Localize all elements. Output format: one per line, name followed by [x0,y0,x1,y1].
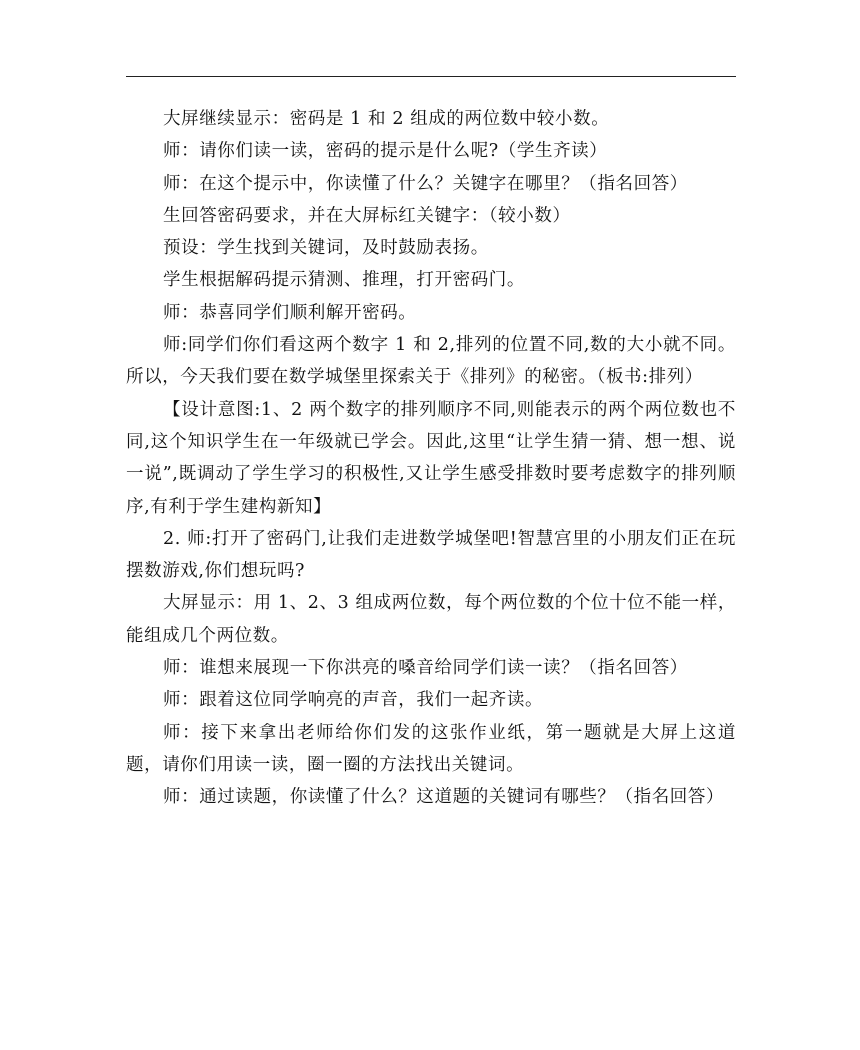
paragraph: 师:同学们你们看这两个数字 1 和 2,排列的位置不同,数的大小就不同。所以，今天我们要在数学城堡里探索关于《排列》的秘密。（板书:排列） [126,335,736,388]
header-rule [126,76,736,77]
document-body [126,103,736,814]
paragraph: 学生根据解码提示猜测、推理，打开密码门。 [163,270,525,291]
paragraph: 预设：学生找到关键词，及时鼓励表扬。 [163,238,489,259]
paragraph: 师：谁想来展现一下你洪亮的嗓音给同学们读一读？（指名回答） [163,658,688,679]
paragraph: 大屏继续显示：密码是 1 和 2 组成的两位数中较小数。 [163,109,610,129]
paragraph: 师：恭喜同学们顺利解开密码。 [163,302,417,323]
paragraph: 生回答密码要求，并在大屏标红关键字：（较小数） [163,205,571,226]
paragraph: 师：通过读题，你读懂了什么？这道题的关键词有哪些？（指名回答） [163,787,725,808]
design-intent-paragraph: 【设计意图:1、2 两个数字的排列顺序不同,则能表示的两个两位数也不同,这个知识学生在一年级就已学会。因此,这里“让学生猜一猜、想一想、说一说”,既调动了学生学习的积极性,又让学生感受排数时要考虑数字的排列顺序,有利于学生建构新知】 [126,399,736,517]
paragraph: 大屏显示：用 1、2、3 组成两位数，每个两位数的个位十位不能一样，能组成几个两位数。 [126,593,736,646]
paragraph: 师：接下来拿出老师给你们发的这张作业纸，第一题就是大屏上这道题，请你们用读一读，圈一圈的方法找出关键词。 [126,722,736,775]
paragraph: 师：在这个提示中，你读懂了什么？关键字在哪里？（指名回答） [163,173,688,194]
paragraph: 师：跟着这位同学响亮的声音，我们一起齐读。 [163,690,544,711]
paragraph: 2. 师:打开了密码门,让我们走进数学城堡吧!智慧宫里的小朋友们正在玩摆数游戏,你们想玩吗? [126,528,736,582]
paragraph: 师：请你们读一读，密码的提示是什么呢?（学生齐读） [163,141,608,162]
